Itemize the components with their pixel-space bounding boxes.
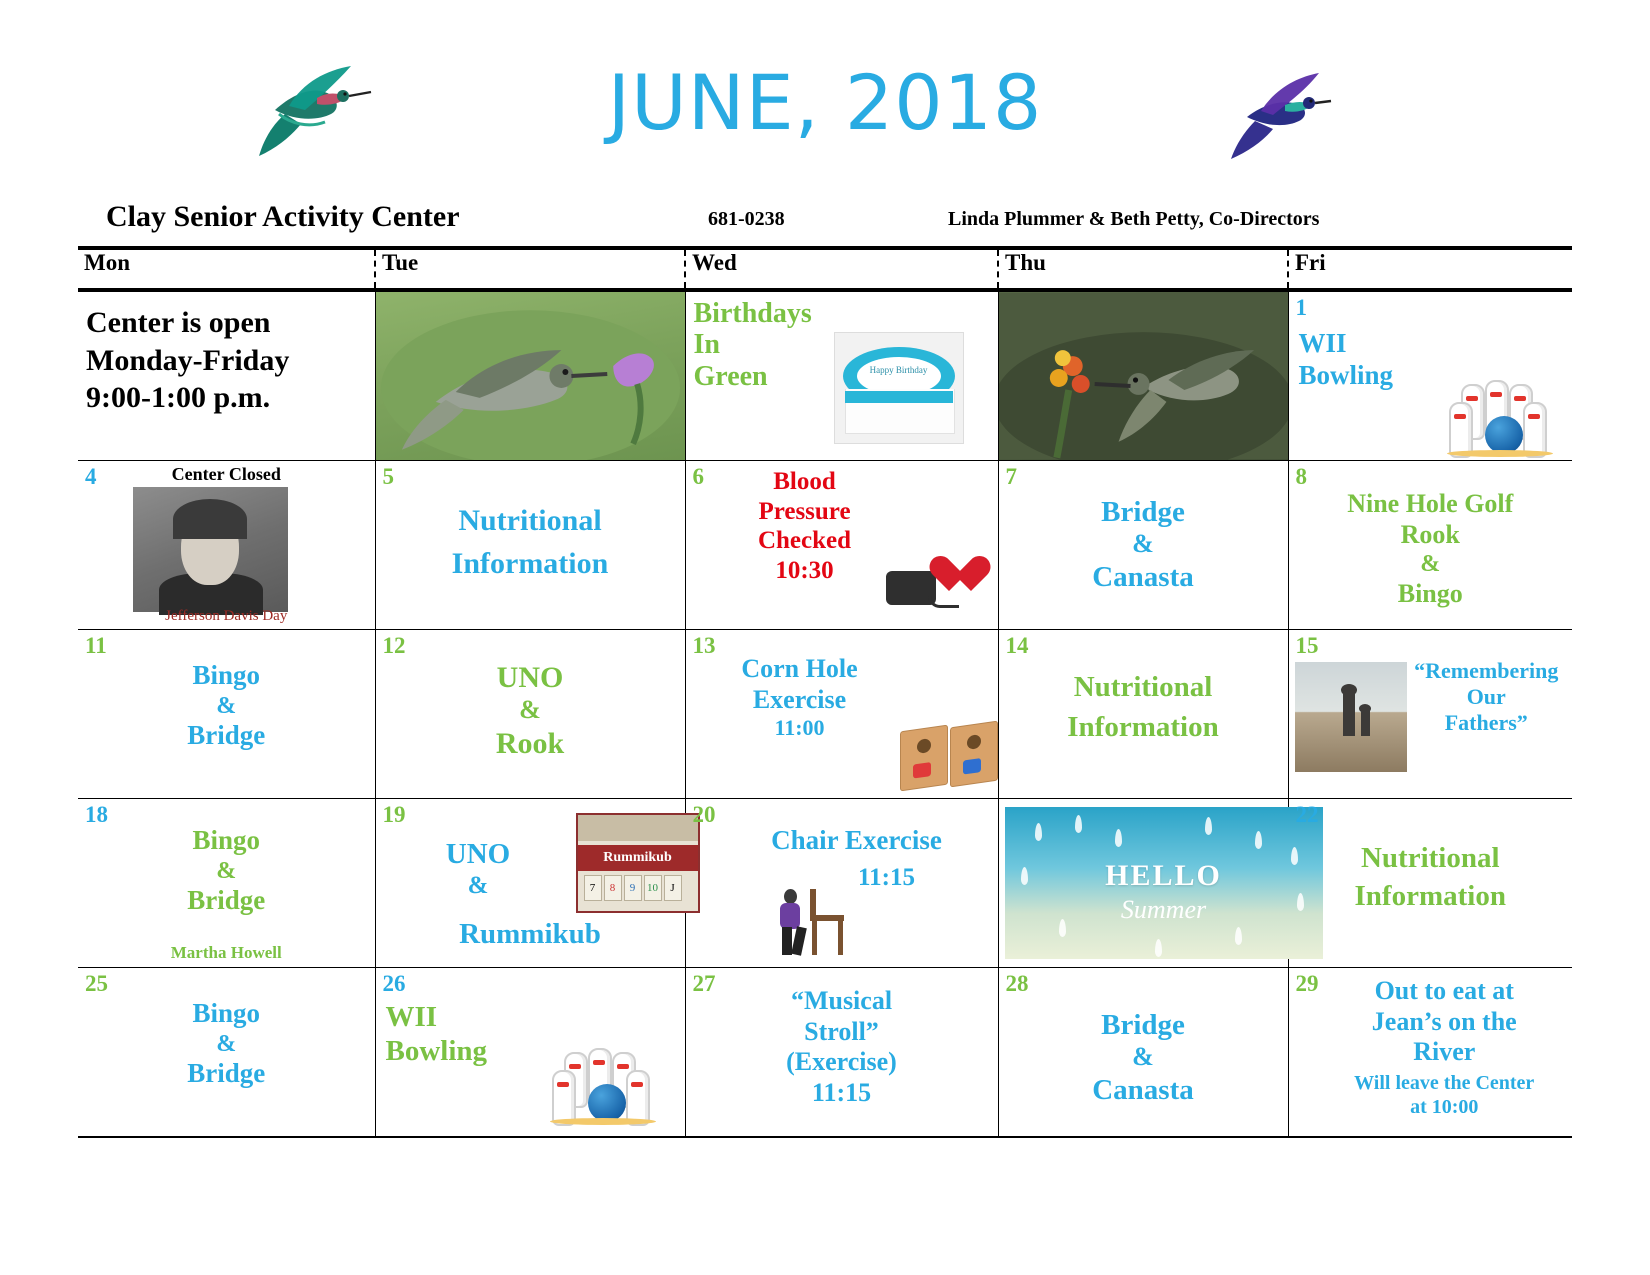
birthdays-line3: Green — [693, 360, 768, 392]
day-number: 20 — [692, 802, 716, 827]
day-cell-25 — [78, 968, 375, 1138]
activity-line: & — [216, 692, 237, 719]
activity-line: & — [1132, 529, 1154, 559]
activity-line: Information — [451, 547, 609, 581]
weekday-thu: Thu — [998, 250, 1288, 290]
activity-line: Fathers” — [1444, 709, 1528, 735]
day-11-activities — [78, 630, 375, 798]
day-cell-6 — [685, 461, 998, 630]
activity-time: 11:15 — [811, 1078, 872, 1108]
activity-line: Our — [1466, 683, 1506, 709]
activity-line: Rummikub — [459, 918, 601, 950]
day-7-activities — [999, 461, 1288, 629]
chair-exercise-icon — [766, 885, 858, 961]
activity-line: Information — [1067, 711, 1219, 744]
cake-message: Happy Birthday — [869, 365, 928, 375]
day-25-activities — [78, 968, 375, 1136]
day-cell-7 — [998, 461, 1288, 630]
activity-line: & — [1420, 551, 1441, 578]
summer-headline: HELLO — [1105, 859, 1222, 892]
activity-time: 10:30 — [775, 556, 834, 584]
day-number: 25 — [85, 971, 108, 996]
weekday-tue: Tue — [375, 250, 685, 290]
day-cell-5 — [375, 461, 685, 630]
holiday-label: Jefferson Davis Day — [165, 608, 288, 624]
day-number: 4 — [85, 464, 97, 489]
box-label: Rummikub — [578, 845, 698, 871]
activity-line: WII — [385, 1001, 438, 1033]
activity-line: Rook — [1400, 519, 1460, 549]
calendar-week-row — [78, 461, 1572, 630]
day-cell-22 — [1288, 799, 1572, 968]
activity-line: Information — [1354, 880, 1506, 913]
hummingbird-flower-art — [999, 292, 1288, 460]
day-number: 13 — [692, 633, 716, 658]
page-header — [0, 0, 1650, 200]
bowling-pins-icon — [544, 1048, 664, 1128]
birthdays-line1: Birthdays — [693, 298, 812, 329]
birthdays-legend-text — [694, 298, 812, 392]
page-title: JUNE, 2018 — [607, 58, 1043, 147]
day-cell-14 — [998, 630, 1288, 799]
activity-line: Checked — [757, 527, 852, 554]
calendar-week-row — [78, 968, 1572, 1138]
activity-line: Jean’s on the — [1371, 1006, 1517, 1036]
center-directors: Linda Plummer & Beth Petty, Co-Directors — [948, 208, 1320, 230]
birthday-name-note: Martha Howell — [170, 943, 282, 962]
activity-line: Out to eat at — [1374, 976, 1514, 1005]
day-number: 18 — [85, 802, 108, 827]
jefferson-davis-portrait — [133, 487, 288, 612]
cornhole-boards-icon — [898, 722, 1008, 788]
activity-line: Bingo — [192, 660, 261, 690]
day-number: 22 — [1295, 802, 1319, 827]
day-cell-15 — [1288, 630, 1572, 799]
birthdays-line2: In — [693, 329, 720, 361]
activity-line: & — [467, 872, 489, 900]
day-number: 12 — [382, 633, 406, 658]
day-29-activities — [1289, 968, 1573, 1136]
portrait-hair — [173, 499, 247, 539]
day-number: 5 — [382, 464, 394, 489]
day-number: 7 — [1005, 464, 1017, 489]
day-27-activities — [686, 968, 998, 1136]
day-number: 26 — [382, 971, 406, 996]
cake-band — [845, 391, 953, 403]
day-cell-18 — [78, 799, 375, 968]
day-18-activities — [78, 799, 375, 967]
day-14-activities — [999, 630, 1288, 798]
box-tiles: 7 8 9 10 J — [584, 875, 692, 905]
center-closed-label: Center Closed — [171, 464, 281, 484]
activity-line: UNO — [496, 661, 564, 694]
day-cell-26 — [375, 968, 685, 1138]
day-number: 27 — [692, 971, 716, 996]
open-hours-line3: 9:00-1:00 p.m. — [86, 381, 271, 414]
activity-line: Bridge — [1101, 1009, 1185, 1041]
activity-line: & — [519, 695, 541, 725]
center-info-row — [78, 200, 1572, 250]
summer-subline: Summer — [1120, 895, 1207, 924]
day-number: 15 — [1295, 633, 1319, 658]
activity-line: Nine Hole Golf — [1347, 489, 1514, 518]
activity-time: 11:15 — [858, 863, 915, 891]
day-number: 28 — [1005, 971, 1029, 996]
activity-line: & — [216, 857, 237, 884]
center-phone: 681-0238 — [708, 208, 785, 230]
weekday-header-row — [78, 250, 1572, 290]
heart-shape — [938, 557, 982, 597]
activity-line: Canasta — [1092, 560, 1194, 593]
calendar-week-row — [78, 799, 1572, 968]
calendar-week-row — [78, 290, 1572, 461]
open-hours-note — [86, 304, 289, 417]
bowling-pins-icon — [1441, 380, 1561, 460]
day-22-activities — [1289, 799, 1573, 967]
hummingbird-photo-art — [376, 292, 685, 460]
activity-line: “Musical — [790, 986, 893, 1015]
day-cell-hello-summer — [998, 799, 1288, 968]
activity-line: Chair Exercise — [771, 825, 942, 855]
day-cell-8 — [1288, 461, 1572, 630]
activity-line: Bowling — [1298, 359, 1394, 390]
day-cell-19 — [375, 799, 685, 968]
activity-line: Blood — [773, 468, 836, 495]
open-hours-line2: Monday-Friday — [86, 343, 290, 377]
hummingbird-flower-photo — [999, 292, 1288, 460]
activity-line: Exercise — [752, 684, 847, 714]
calendar-table — [78, 250, 1572, 1138]
activity-line: UNO — [445, 838, 511, 870]
activity-line: Corn Hole — [741, 654, 858, 683]
activity-line: Nutritional — [1073, 671, 1213, 703]
day-number: 1 — [1295, 295, 1307, 320]
day-cell-4 — [78, 461, 375, 630]
activity-line: Bridge — [1101, 496, 1185, 528]
day-number: 29 — [1295, 971, 1319, 996]
activity-line: Bowling — [385, 1035, 488, 1068]
day-number: 6 — [692, 464, 704, 489]
day-cell-photo-hummingbird-flower — [998, 290, 1288, 461]
activity-line: Rook — [495, 727, 565, 761]
activity-line: Bingo — [1397, 578, 1463, 608]
day-number: 14 — [1005, 633, 1029, 658]
day-number: 11 — [85, 633, 107, 658]
day-15-activities — [1289, 630, 1573, 798]
activity-line: Canasta — [1092, 1073, 1194, 1106]
day-8-activities — [1289, 461, 1573, 629]
day-number: 8 — [1295, 464, 1307, 489]
day-cell-13 — [685, 630, 998, 799]
day-cell-1 — [1288, 290, 1572, 461]
activity-line: River — [1413, 1037, 1476, 1067]
activity-time: 11:00 — [774, 715, 825, 741]
day-5-activities — [376, 461, 685, 629]
open-hours-line1: Center is open — [86, 306, 271, 339]
activity-note: Will leave the Center — [1354, 1072, 1535, 1095]
activity-line: Pressure — [758, 497, 851, 525]
activity-line: Nutritional — [458, 504, 602, 537]
day-12-activities — [376, 630, 685, 798]
hummingbird-photo — [376, 292, 685, 460]
activity-line: & — [216, 1030, 237, 1057]
day-cell-29 — [1288, 968, 1572, 1138]
activity-line: WII — [1298, 328, 1347, 358]
activity-line: Nutritional — [1360, 842, 1500, 874]
weekday-fri: Fri — [1288, 250, 1572, 290]
activity-line: Bridge — [187, 885, 266, 916]
day-number: 19 — [382, 802, 406, 827]
weekday-wed: Wed — [685, 250, 998, 290]
day-19-activity-extra — [376, 917, 685, 951]
day-cell-photo-hummingbird — [375, 290, 685, 461]
activity-line: Bingo — [192, 825, 261, 855]
activity-line: Bridge — [187, 720, 266, 751]
weekday-mon: Mon — [78, 250, 375, 290]
blood-pressure-cuff-icon — [882, 553, 992, 615]
activity-line: Bridge — [187, 1058, 266, 1089]
day-cell-12 — [375, 630, 685, 799]
hummingbird-icon — [1225, 55, 1335, 165]
day-cell-20 — [685, 799, 998, 968]
day-cell-birthdays-legend — [685, 290, 998, 461]
activity-line: “Remembering — [1414, 658, 1559, 683]
activity-line: Bingo — [192, 998, 261, 1028]
day-cell-27 — [685, 968, 998, 1138]
activity-line: Stroll” — [804, 1016, 879, 1046]
activity-line: (Exercise) — [786, 1047, 897, 1077]
day-cell-28 — [998, 968, 1288, 1138]
day-28-activities — [999, 968, 1288, 1136]
center-name: Clay Senior Activity Center — [106, 200, 460, 233]
hello-summer-photo — [1005, 807, 1323, 959]
day-cell-open-hours — [78, 290, 375, 461]
calendar-week-row — [78, 630, 1572, 799]
birthday-cake-photo — [834, 332, 964, 444]
activity-note: at 10:00 — [1410, 1095, 1479, 1118]
day-cell-11 — [78, 630, 375, 799]
activity-line: & — [1132, 1042, 1154, 1072]
